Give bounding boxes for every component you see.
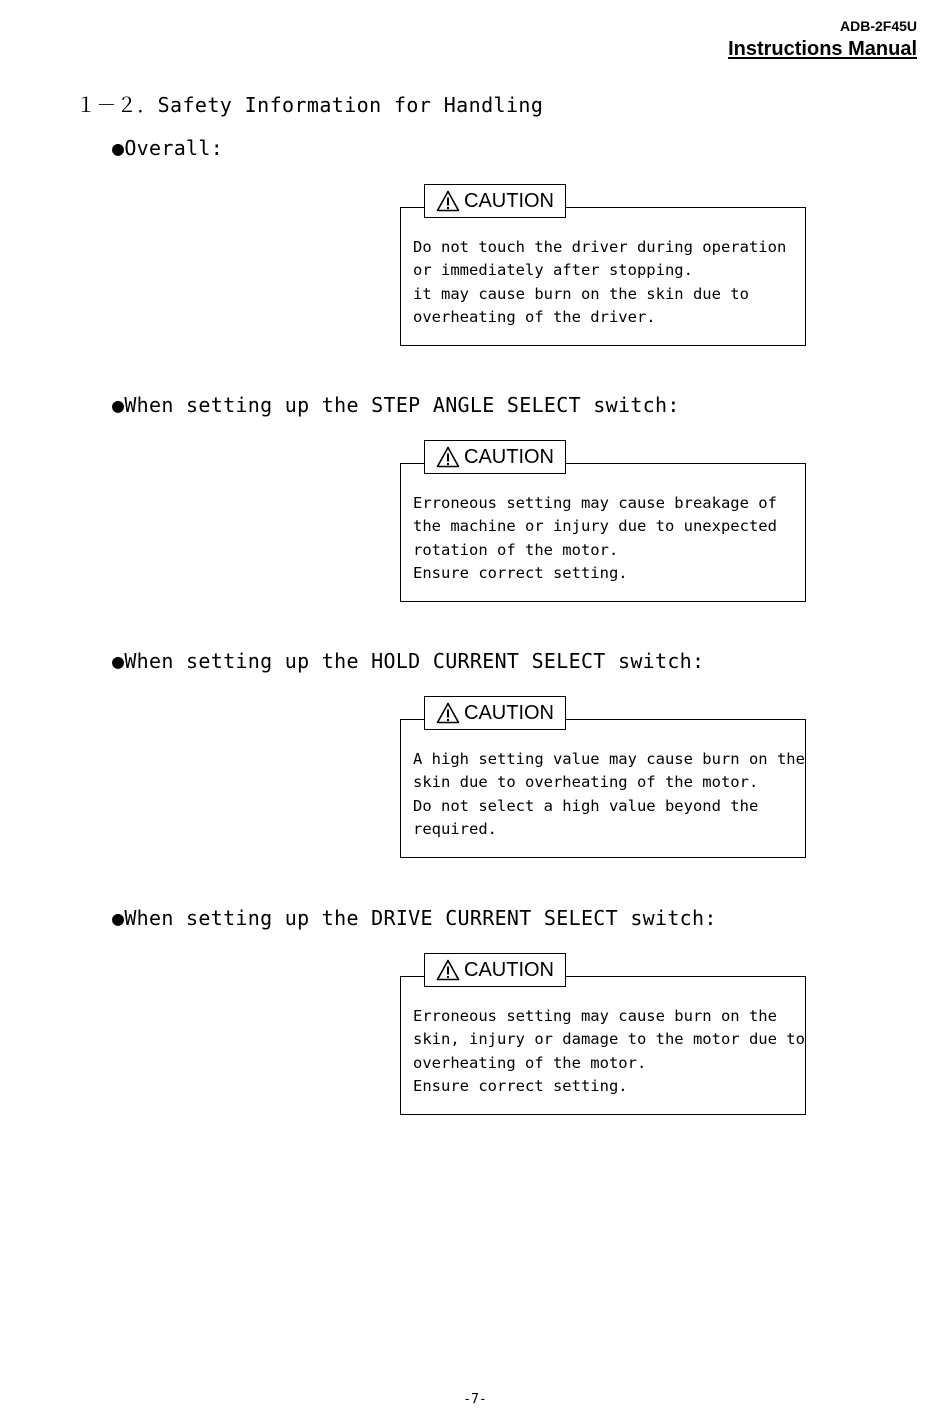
caution-line: Erroneous setting may cause breakage of: [413, 494, 777, 512]
warning-triangle-icon: [436, 702, 460, 724]
caution-line: skin due to overheating of the motor.: [413, 773, 759, 792]
warning-triangle-icon: [436, 446, 460, 468]
caution-line: overheating of the driver.: [413, 307, 656, 326]
caution-line: rotation of the motor.: [413, 540, 619, 559]
caution-label-text: CAUTION: [464, 701, 554, 724]
subheading-overall: ●Overall:: [112, 136, 224, 160]
document-title: Instructions Manual: [728, 38, 917, 60]
caution-line: Do not select a high value beyond the: [413, 796, 759, 815]
section-heading: １－２．Safety Information for Handling: [76, 93, 544, 117]
caution-label-text: CAUTION: [464, 189, 554, 212]
page-number: -7-: [463, 1392, 487, 1407]
caution-line: Ensure correct setting.: [413, 563, 628, 582]
document-code: ADB-2F45U: [839, 18, 917, 34]
caution-box-hold-current: [400, 701, 806, 858]
caution-label-text: CAUTION: [464, 445, 554, 468]
caution-line: A high setting value may cause burn on the: [413, 750, 805, 768]
caution-line: the machine or injury due to unexpected: [413, 517, 777, 536]
warning-triangle-icon: [436, 959, 460, 981]
caution-line: skin, injury or damage to the motor due to: [413, 1030, 805, 1049]
caution-box-step-angle: [400, 445, 806, 602]
caution-label: [424, 440, 566, 474]
caution-text: [413, 748, 805, 841]
caution-line: overheating of the motor.: [413, 1053, 647, 1072]
subheading-step-angle-select: ●When setting up the STEP ANGLE SELECT switch:: [112, 393, 680, 417]
caution-label: [424, 953, 566, 987]
caution-label: [424, 696, 566, 730]
caution-line: or immediately after stopping.: [413, 261, 693, 280]
warning-triangle-icon: [436, 190, 460, 212]
caution-label: [424, 184, 566, 218]
caution-box-drive-current: [400, 958, 806, 1115]
caution-line: Erroneous setting may cause burn on the: [413, 1007, 777, 1025]
caution-line: Do not touch the driver during operation: [413, 238, 787, 256]
caution-line: Ensure correct setting.: [413, 1076, 628, 1095]
subheading-hold-current-select: ●When setting up the HOLD CURRENT SELECT switch:: [112, 649, 705, 673]
caution-line: it may cause burn on the skin due to: [413, 284, 749, 303]
caution-label-text: CAUTION: [464, 958, 554, 981]
caution-text: [413, 236, 797, 329]
caution-text: [413, 1005, 805, 1098]
caution-box-overall: [400, 189, 806, 346]
subheading-drive-current-select: ●When setting up the DRIVE CURRENT SELECT switch:: [112, 906, 717, 930]
caution-line: required.: [413, 819, 497, 838]
caution-text: [413, 492, 797, 585]
